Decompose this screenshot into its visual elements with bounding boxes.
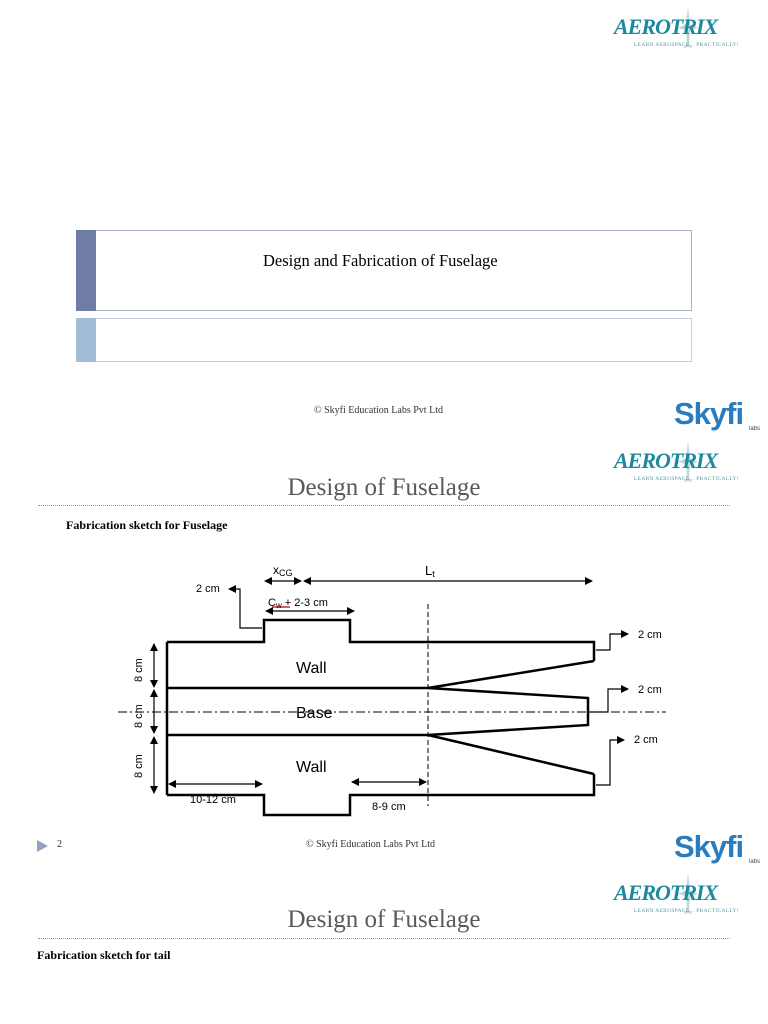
title-accent-bar: [76, 230, 96, 311]
right-top-label: 2 cm: [638, 629, 662, 641]
section-heading: Fabrication sketch for Fuselage: [66, 518, 228, 532]
slide-1: [0, 0, 768, 434]
top-taper: [428, 661, 594, 688]
subtitle-box: [76, 318, 692, 362]
fuselage-sketch: [0, 556, 768, 836]
xcg-label: xCG: [273, 563, 293, 578]
left-mid-label: 8 cm: [133, 704, 145, 728]
left-top-label: 8 cm: [133, 658, 145, 682]
slide-title: Design of Fuselage: [287, 474, 481, 501]
right-top-arrow: [596, 634, 628, 650]
lt-label: Lt: [425, 563, 435, 579]
top-tab-arrow: [229, 589, 262, 628]
bottom-mid-label: 8-9 cm: [372, 801, 406, 813]
slide-title: Design of Fuselage: [287, 906, 481, 933]
slide-marker-icon: [37, 840, 48, 852]
slide-2: [0, 434, 768, 866]
slide-title: Design and Fabrication of Fuselage: [263, 251, 498, 270]
wall-bottom-label: Wall: [296, 759, 327, 776]
aerotrix-wordmark: AEROTRIX: [614, 448, 718, 473]
copyright: © Skyfi Education Labs Pvt Ltd: [314, 405, 443, 416]
aerotrix-logo: [596, 8, 746, 56]
title-divider: [38, 505, 730, 506]
skyfi-labs: labs: [748, 426, 760, 432]
skyfi-logo: [674, 396, 764, 436]
copyright: © Skyfi Education Labs Pvt Ltd: [306, 839, 435, 850]
aerotrix-tagline: LEARN AEROSPACE... PRACTICALLY!: [634, 908, 739, 914]
top-edge: [167, 620, 594, 661]
bottom-left-label: 10-12 cm: [190, 794, 236, 806]
aerotrix-tagline: LEARN AEROSPACE... PRACTICALLY!: [634, 476, 739, 482]
subtitle-accent-bar: [76, 318, 96, 362]
skyfi-labs: labs: [748, 859, 760, 865]
skyfi-wordmark: Skyfi: [674, 829, 744, 864]
wall-top-label: Wall: [296, 660, 327, 677]
bottom-taper: [428, 735, 594, 774]
skyfi-wordmark: Skyfi: [674, 396, 744, 431]
base-label: Base: [296, 705, 333, 722]
title-divider: [38, 938, 730, 939]
top-tab-label: 2 cm: [196, 583, 220, 595]
slide-3: [0, 866, 768, 1024]
fuselage-outline: [167, 620, 594, 815]
right-mid-arrow: [590, 689, 628, 712]
page-number: 2: [57, 839, 62, 850]
aerotrix-tagline: LEARN AEROSPACE... PRACTICALLY!: [634, 42, 739, 48]
right-mid-label: 2 cm: [638, 684, 662, 696]
left-bot-label: 8 cm: [133, 754, 145, 778]
skyfi-logo: [674, 829, 764, 869]
title-box: [76, 230, 692, 311]
section-heading: Fabrication sketch for tail: [37, 948, 171, 962]
aerotrix-wordmark: AEROTRIX: [614, 14, 718, 39]
right-bot-label: 2 cm: [634, 734, 658, 746]
cw-label: Cw + 2-3 cm: [268, 597, 328, 610]
aerotrix-wordmark: AEROTRIX: [614, 880, 718, 905]
right-bot-arrow: [596, 740, 624, 785]
